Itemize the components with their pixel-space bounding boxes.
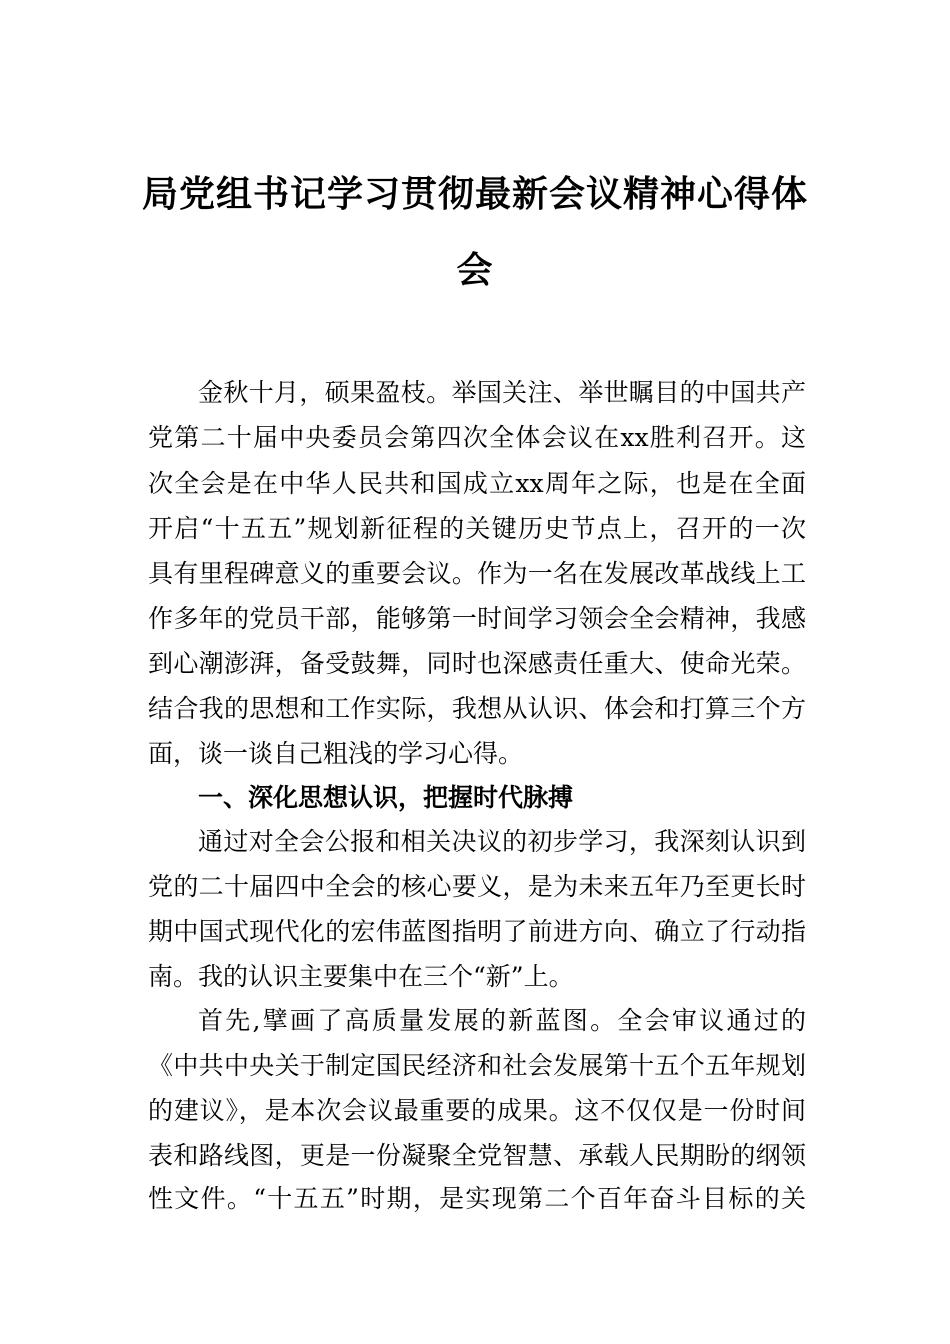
text-line: 的建议》，是本次会议最重要的成果。这不仅仅是一份时间	[148, 1096, 806, 1125]
section-heading: 一、深化思想认识，把握时代脉搏	[198, 783, 574, 812]
text-line: 性文件。“十五五”时期，是实现第二个百年奋斗目标的关	[148, 1184, 806, 1213]
text-line: 次全会是在中华人民共和国成立xx周年之际，也是在全面	[148, 469, 806, 498]
text-line: 南。我的认识主要集中在三个“新”上。	[148, 962, 574, 991]
text-line: 作多年的党员干部，能够第一时间学习领会全会精神，我感	[148, 604, 806, 633]
document-title-line-1: 局党组书记学习贯彻最新会议精神心得体	[141, 173, 808, 215]
document-title-line-2: 会	[456, 249, 494, 291]
text-line: 期中国式现代化的宏伟蓝图指明了前进方向、确立了行动指	[148, 917, 806, 946]
text-line: 开启“十五五”规划新征程的关键历史节点上，召开的一次	[148, 514, 806, 543]
text-line: 具有里程碑意义的重要会议。作为一名在发展改革战线上工	[148, 559, 806, 588]
text-line: 结合我的思想和工作实际，我想从认识、体会和打算三个方	[148, 694, 806, 723]
text-line: 党第二十届中央委员会第四次全体会议在xx胜利召开。这	[148, 423, 806, 452]
text-line: 《中共中央关于制定国民经济和社会发展第十五个五年规划	[148, 1051, 806, 1080]
text-line: 首先,擘画了高质量发展的新蓝图。全会审议通过的	[198, 1006, 806, 1035]
text-line: 表和路线图，更是一份凝聚全党智慧、承载人民期盼的纲领	[148, 1141, 806, 1170]
text-line: 到心潮澎湃，备受鼓舞，同时也深感责任重大、使命光荣。	[148, 649, 806, 678]
text-line: 党的二十届四中全会的核心要义，是为未来五年乃至更长时	[148, 872, 806, 901]
text-line: 金秋十月，硕果盈枝。举国关注、举世瞩目的中国共产	[198, 378, 806, 407]
text-line: 面，谈一谈自己粗浅的学习心得。	[148, 739, 524, 768]
text-line: 通过对全会公报和相关决议的初步学习，我深刻认识到	[198, 827, 806, 856]
